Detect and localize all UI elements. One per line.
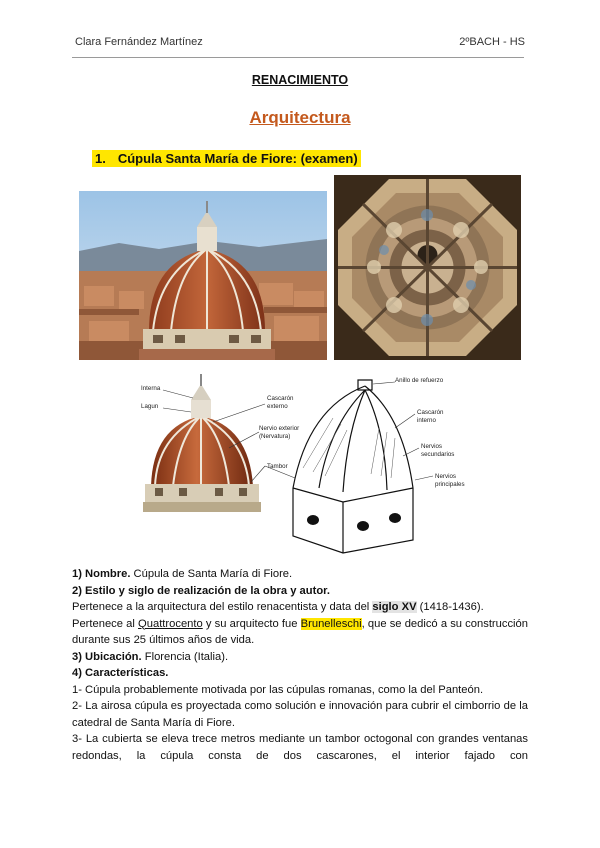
label-cascaron-externo-1: Cascarón <box>267 395 294 402</box>
page-header <box>75 36 525 58</box>
dome-diagram <box>133 368 478 563</box>
section-title: Arquitectura <box>249 108 351 127</box>
label-nervios-sec-1: Nervios <box>421 443 442 450</box>
author-name: Clara Fernández Martínez <box>75 36 203 48</box>
label-estilo: 2) Estilo y siglo de realización de la obra y autor. <box>72 584 331 597</box>
label-nervios-sec-2: secundarios <box>421 451 455 458</box>
item-caracteristicas <box>72 665 528 682</box>
body-text <box>72 566 528 764</box>
label-caracteristicas: 4) Características. <box>72 667 169 679</box>
label-cascaron-interno-1: Cascarón <box>417 409 444 416</box>
paragraph-estilo <box>72 599 528 616</box>
header-rule <box>72 57 524 58</box>
caracteristica-2: 2- La airosa cúpula es proyectada como solución e innovación para cubrir el cimborrio de la catedral de Santa María di Fiore. <box>72 700 528 729</box>
caracteristica-3: 3- La cubierta se eleva trece metros mediante un tambor octogonal con grandes ventanas redondas, la cúpula consta de dos cascarones, el interior fajado con <box>72 733 528 762</box>
paragraph-autor <box>72 616 528 649</box>
heading-number: 1. <box>95 151 106 166</box>
label-cascaron-interno-2: interno <box>417 417 436 424</box>
text-pertenece: Pertenece al <box>72 617 139 630</box>
caracteristica-1: 1- Cúpula probablemente motivada por las cúpulas romanas, como la del Panteón. <box>72 683 484 696</box>
label-nombre: 1) Nombre. <box>72 568 131 580</box>
label-linterna: Interna <box>141 385 161 392</box>
dome-interior-photo <box>334 175 521 360</box>
text-fechas: (1418-1436). <box>416 601 484 613</box>
item-estilo <box>72 583 528 600</box>
dome-exterior-photo <box>79 191 327 360</box>
label-lagun: Lagun <box>141 403 159 410</box>
highlight-siglo: siglo XV <box>372 601 417 613</box>
heading-text: Cúpula Santa María de Fiore: (examen) <box>117 151 358 166</box>
text-arquitecto: y su arquitecto fue <box>202 617 301 630</box>
heading-cupula <box>92 150 361 167</box>
document-title: RENACIMIENTO <box>251 73 349 87</box>
item-nombre <box>72 566 528 583</box>
label-ubicacion: 3) Ubicación. <box>72 650 142 663</box>
label-cascaron-externo-2: externo <box>267 403 288 410</box>
item-ubicacion <box>72 649 528 666</box>
label-nervios-pri-2: principales <box>435 481 465 488</box>
text-construccion: , que se dedicó a su construcción durante sus 25 últimos años de vida. <box>72 617 528 646</box>
label-anillo: Anillo de refuerzo <box>395 377 444 384</box>
label-tambor: Tambor <box>267 463 288 470</box>
text-estilo: Pertenece a la arquitectura del estilo renacentista y data del <box>72 601 373 613</box>
label-nervios-pri-1: Nervios <box>435 473 456 480</box>
value-ubicacion: Florencia (Italia). <box>141 650 229 663</box>
label-nervio-2: (Nervatura) <box>259 433 291 440</box>
term-quattrocento: Quattrocento <box>138 617 203 630</box>
label-nervio-1: Nervio exterior <box>259 425 300 432</box>
course-label: 2ºBACH - HS <box>459 36 525 48</box>
highlight-brunelleschi: Brunelleschi <box>300 617 362 630</box>
value-nombre: Cúpula de Santa María di Fiore. <box>130 568 293 580</box>
